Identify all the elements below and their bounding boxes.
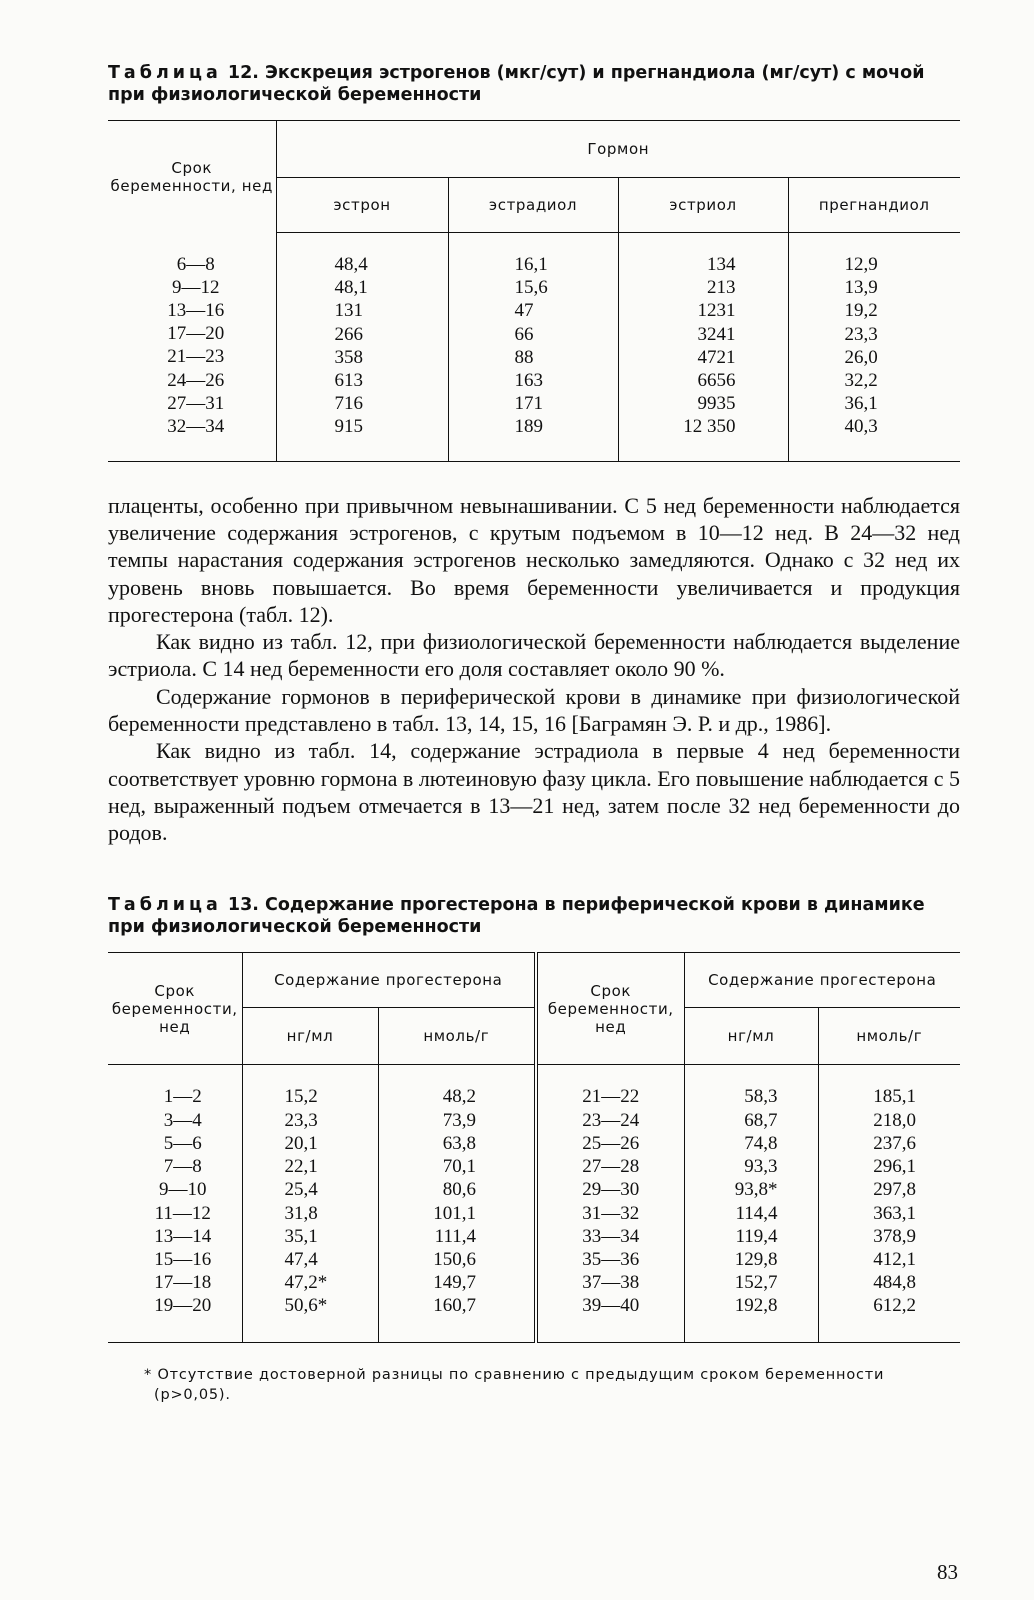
table-cell-value: 297,8 — [873, 1179, 916, 1201]
table-cell-value: 31—32 — [582, 1202, 640, 1224]
table-cell-value: 12,9 — [844, 254, 878, 275]
table-cell-value: 21—23 — [167, 346, 225, 368]
table12-caption — [108, 62, 960, 106]
table13-caption — [108, 894, 960, 938]
table-cell-value: 33—34 — [582, 1225, 640, 1247]
table-cell-value: 111,4 — [434, 1225, 476, 1247]
table13-footnote: * Отсутствие достоверной разницы по сравнению с предыдущим сроком беременности (p>0,05). — [144, 1366, 885, 1403]
table-cell-value: 48,2 — [442, 1086, 476, 1108]
table12 — [108, 120, 960, 462]
table-cell-value: 152,7 — [734, 1272, 778, 1294]
table-cell-value: 25—26 — [582, 1132, 640, 1154]
body-text — [108, 492, 960, 847]
table-cell-value: 13,9 — [844, 277, 878, 299]
table-cell-value: 185,1 — [873, 1086, 916, 1108]
table12-estriol-column — [618, 233, 788, 462]
table-cell-value: 612,2 — [873, 1295, 916, 1317]
table-cell-value: 24—26 — [167, 369, 225, 391]
table-cell-value: 13—16 — [167, 299, 225, 321]
table-cell-value: 25,4 — [284, 1179, 318, 1201]
page-number: 83 — [937, 1560, 958, 1584]
page — [108, 62, 960, 1405]
table13-header-term-right: Срок беременности, нед — [536, 953, 684, 1065]
table-cell-value: 16,1 — [514, 254, 548, 275]
table-cell-value: 9—10 — [159, 1179, 207, 1201]
table-cell-value: 3—4 — [163, 1109, 202, 1131]
table-cell-value: 26,0 — [844, 346, 878, 368]
table-cell-value: 20,1 — [284, 1132, 318, 1154]
table-cell-value: 131 — [334, 300, 363, 322]
table13-header-progesterone-right: Содержание прогестерона — [684, 953, 960, 1008]
table-cell-value: 93,3 — [744, 1156, 778, 1178]
table-cell-value: 23,3 — [844, 323, 878, 345]
table-cell-value: 296,1 — [873, 1156, 916, 1178]
table-cell-value: 114,4 — [735, 1202, 778, 1224]
table-cell-value: 36,1 — [844, 393, 878, 415]
table-cell-value: 189 — [514, 416, 543, 438]
table13-caption-label: Таблица — [108, 895, 222, 916]
table-cell-value: 37—38 — [582, 1272, 640, 1294]
table-cell-value: 7—8 — [163, 1156, 202, 1178]
table12-header-term-text: Срок беременности, нед — [110, 158, 273, 195]
table-cell-value: 27—28 — [582, 1156, 640, 1178]
table-cell-value: 12 350 — [683, 416, 736, 438]
table-cell-value: 29—30 — [582, 1179, 640, 1201]
table-cell-value: 163 — [514, 370, 543, 392]
table12-header-term — [108, 121, 276, 233]
table13-term-left-column — [108, 1065, 242, 1342]
table-cell-value: 3241 — [697, 323, 736, 345]
table13-ng-right-column — [684, 1065, 818, 1342]
table-cell-value: 412,1 — [873, 1248, 916, 1270]
table12-caption-label: Таблица — [108, 63, 222, 83]
table-cell-value: 150,6 — [433, 1248, 476, 1270]
table-cell-value: 48,1 — [334, 277, 368, 299]
table13-header-nmol-right: нмоль/г — [818, 1008, 960, 1065]
table-cell-value: 358 — [334, 346, 363, 368]
table-cell-value: 66 — [514, 323, 534, 345]
table-cell-value: 1231 — [697, 300, 736, 322]
table-cell-value: 171 — [514, 393, 543, 415]
table-cell-value: 17—18 — [154, 1272, 212, 1294]
table12-header-estriol: эстриол — [618, 178, 788, 233]
table-cell-value: 266 — [334, 323, 363, 345]
table-cell-value: 149,7 — [433, 1272, 476, 1294]
table-cell-value: 378,9 — [873, 1225, 916, 1247]
table-cell-value: 11—12 — [154, 1202, 211, 1224]
table-cell-value: 15,6 — [514, 277, 548, 299]
table12-estradiol-column — [448, 233, 618, 462]
table-cell-value: 6656 — [697, 370, 736, 392]
table-cell-value: 613 — [334, 370, 363, 392]
table-cell-value: 39—40 — [582, 1295, 640, 1317]
table-cell-value: 47,2* — [284, 1272, 328, 1294]
table12-term-column — [108, 233, 276, 462]
table13-nmol-right-column — [818, 1065, 960, 1342]
table13-header-nmol-left: нмоль/г — [378, 1008, 536, 1065]
table-cell-value: 47 — [514, 300, 534, 322]
paragraph-3: Содержание гормонов в периферической крови в динамике при физиологической беременности представлено в табл. 13, 14, 15, 16 [Баграмян Э. Р. и др., 1986]. — [108, 683, 960, 736]
table-cell-value: 35,1 — [284, 1225, 318, 1247]
table13-header-ng-left: нг/мл — [242, 1008, 378, 1065]
table-cell-value: 9—12 — [172, 276, 220, 298]
table-cell-value: 73,9 — [442, 1109, 476, 1131]
table-cell-value: 129,8 — [734, 1248, 778, 1270]
table-cell-value: 17—20 — [167, 323, 225, 345]
table-cell-value: 93,8* — [734, 1179, 778, 1201]
table13-header-term-left: Срок беременности, нед — [108, 953, 242, 1065]
table-cell-value: 68,7 — [744, 1109, 778, 1131]
table-cell-value: 35—36 — [582, 1248, 640, 1270]
table-cell-value: 19—20 — [154, 1295, 212, 1317]
table12-estrone-column — [276, 233, 448, 462]
table-cell-value: 80,6 — [442, 1179, 476, 1201]
table-cell-value: 40,3 — [844, 416, 878, 438]
table13-header-ng-right: нг/мл — [684, 1008, 818, 1065]
table12-pregnanediol-column — [788, 233, 960, 462]
table-cell-value: 1—2 — [163, 1086, 202, 1108]
table-cell-value: 47,4 — [284, 1248, 318, 1270]
table12-header-hormone: Гормон — [276, 121, 960, 178]
table-cell-value: 32,2 — [844, 370, 878, 392]
table-cell-value: 9935 — [697, 393, 736, 415]
table-cell-value: 15,2 — [284, 1086, 318, 1108]
table-cell-value: 23,3 — [284, 1109, 318, 1131]
table-cell-value: 363,1 — [873, 1202, 916, 1224]
table-cell-value: 484,8 — [873, 1272, 916, 1294]
table-cell-value: 237,6 — [873, 1132, 916, 1154]
paragraph-1: плаценты, особенно при привычном невынашивании. С 5 нед беременности наблюдается увеличение содержания эстрогенов, с крутым подъемом в 10—12 нед. В 24—32 нед темпы нарастания содержания эстрогенов несколько замедляются. Однако с 32 нед их уровень вновь повышается. Во время беременности увеличивается и продукция прогестерона (табл. 12). — [108, 492, 960, 627]
table-cell-value: 15—16 — [154, 1248, 212, 1270]
table-cell-value: 13—14 — [154, 1225, 212, 1247]
table13-header-progesterone-left: Содержание прогестерона — [242, 953, 536, 1008]
table12-caption-text: 12. Экскреция эстрогенов (мкг/сут) и прегнандиола (мг/сут) с мочой при физиологической беременности — [108, 63, 925, 105]
table-cell-value: 4721 — [697, 346, 736, 368]
table13-nmol-left-column — [378, 1065, 536, 1342]
table-cell-value: 70,1 — [442, 1156, 476, 1178]
table-cell-value: 21—22 — [582, 1086, 640, 1108]
table12-header-estrone: эстрон — [276, 178, 448, 233]
table-cell-value: 32—34 — [167, 415, 225, 437]
paragraph-4: Как видно из табл. 14, содержание эстрадиола в первые 4 нед беременности соответствует уровню гормона в лютеиновую фазу цикла. Его повышение наблюдается с 5 нед, выраженный подъем отмечается в 13—21 нед, затем после 32 нед беременности до родов. — [108, 738, 960, 846]
table13-caption-text: 13. Содержание прогестерона в периферической крови в динамике при физиологической беременности — [108, 895, 925, 938]
table-cell-value: 101,1 — [433, 1202, 476, 1224]
table13-ng-left-column — [242, 1065, 378, 1342]
table-cell-value: 88 — [514, 346, 534, 368]
table13 — [108, 952, 960, 1342]
table-cell-value: 213 — [707, 277, 736, 299]
table-cell-value: 915 — [334, 416, 363, 438]
table-cell-value: 23—24 — [582, 1109, 640, 1131]
table-cell-value: 48,4 — [334, 254, 368, 275]
table-cell-value: 19,2 — [844, 300, 878, 322]
table-cell-value: 74,8 — [744, 1132, 778, 1154]
table-cell-value: 63,8 — [442, 1132, 476, 1154]
table12-header-estradiol: эстрадиол — [448, 178, 618, 233]
paragraph-2: Как видно из табл. 12, при физиологической беременности наблюдается выделение эстриола. С 14 нед беременности его доля составляет около 90 %. — [108, 629, 960, 682]
table12-header-pregnanediol: прегнандиол — [788, 178, 960, 233]
table-cell-value: 716 — [334, 393, 363, 415]
table-cell-value: 192,8 — [734, 1295, 778, 1317]
table-cell-value: 22,1 — [284, 1156, 318, 1178]
table-cell-value: 119,4 — [735, 1225, 778, 1247]
table-cell-value: 160,7 — [433, 1295, 476, 1317]
table-cell-value: 134 — [707, 254, 736, 275]
table-cell-value: 5—6 — [163, 1132, 202, 1154]
table-cell-value: 31,8 — [284, 1202, 318, 1224]
table-cell-value: 58,3 — [744, 1086, 778, 1108]
table-cell-value: 218,0 — [873, 1109, 916, 1131]
table-cell-value: 50,6* — [284, 1295, 328, 1317]
table-cell-value: 6—8 — [176, 253, 215, 275]
table-cell-value: 27—31 — [167, 392, 225, 414]
table13-term-right-column — [536, 1065, 684, 1342]
